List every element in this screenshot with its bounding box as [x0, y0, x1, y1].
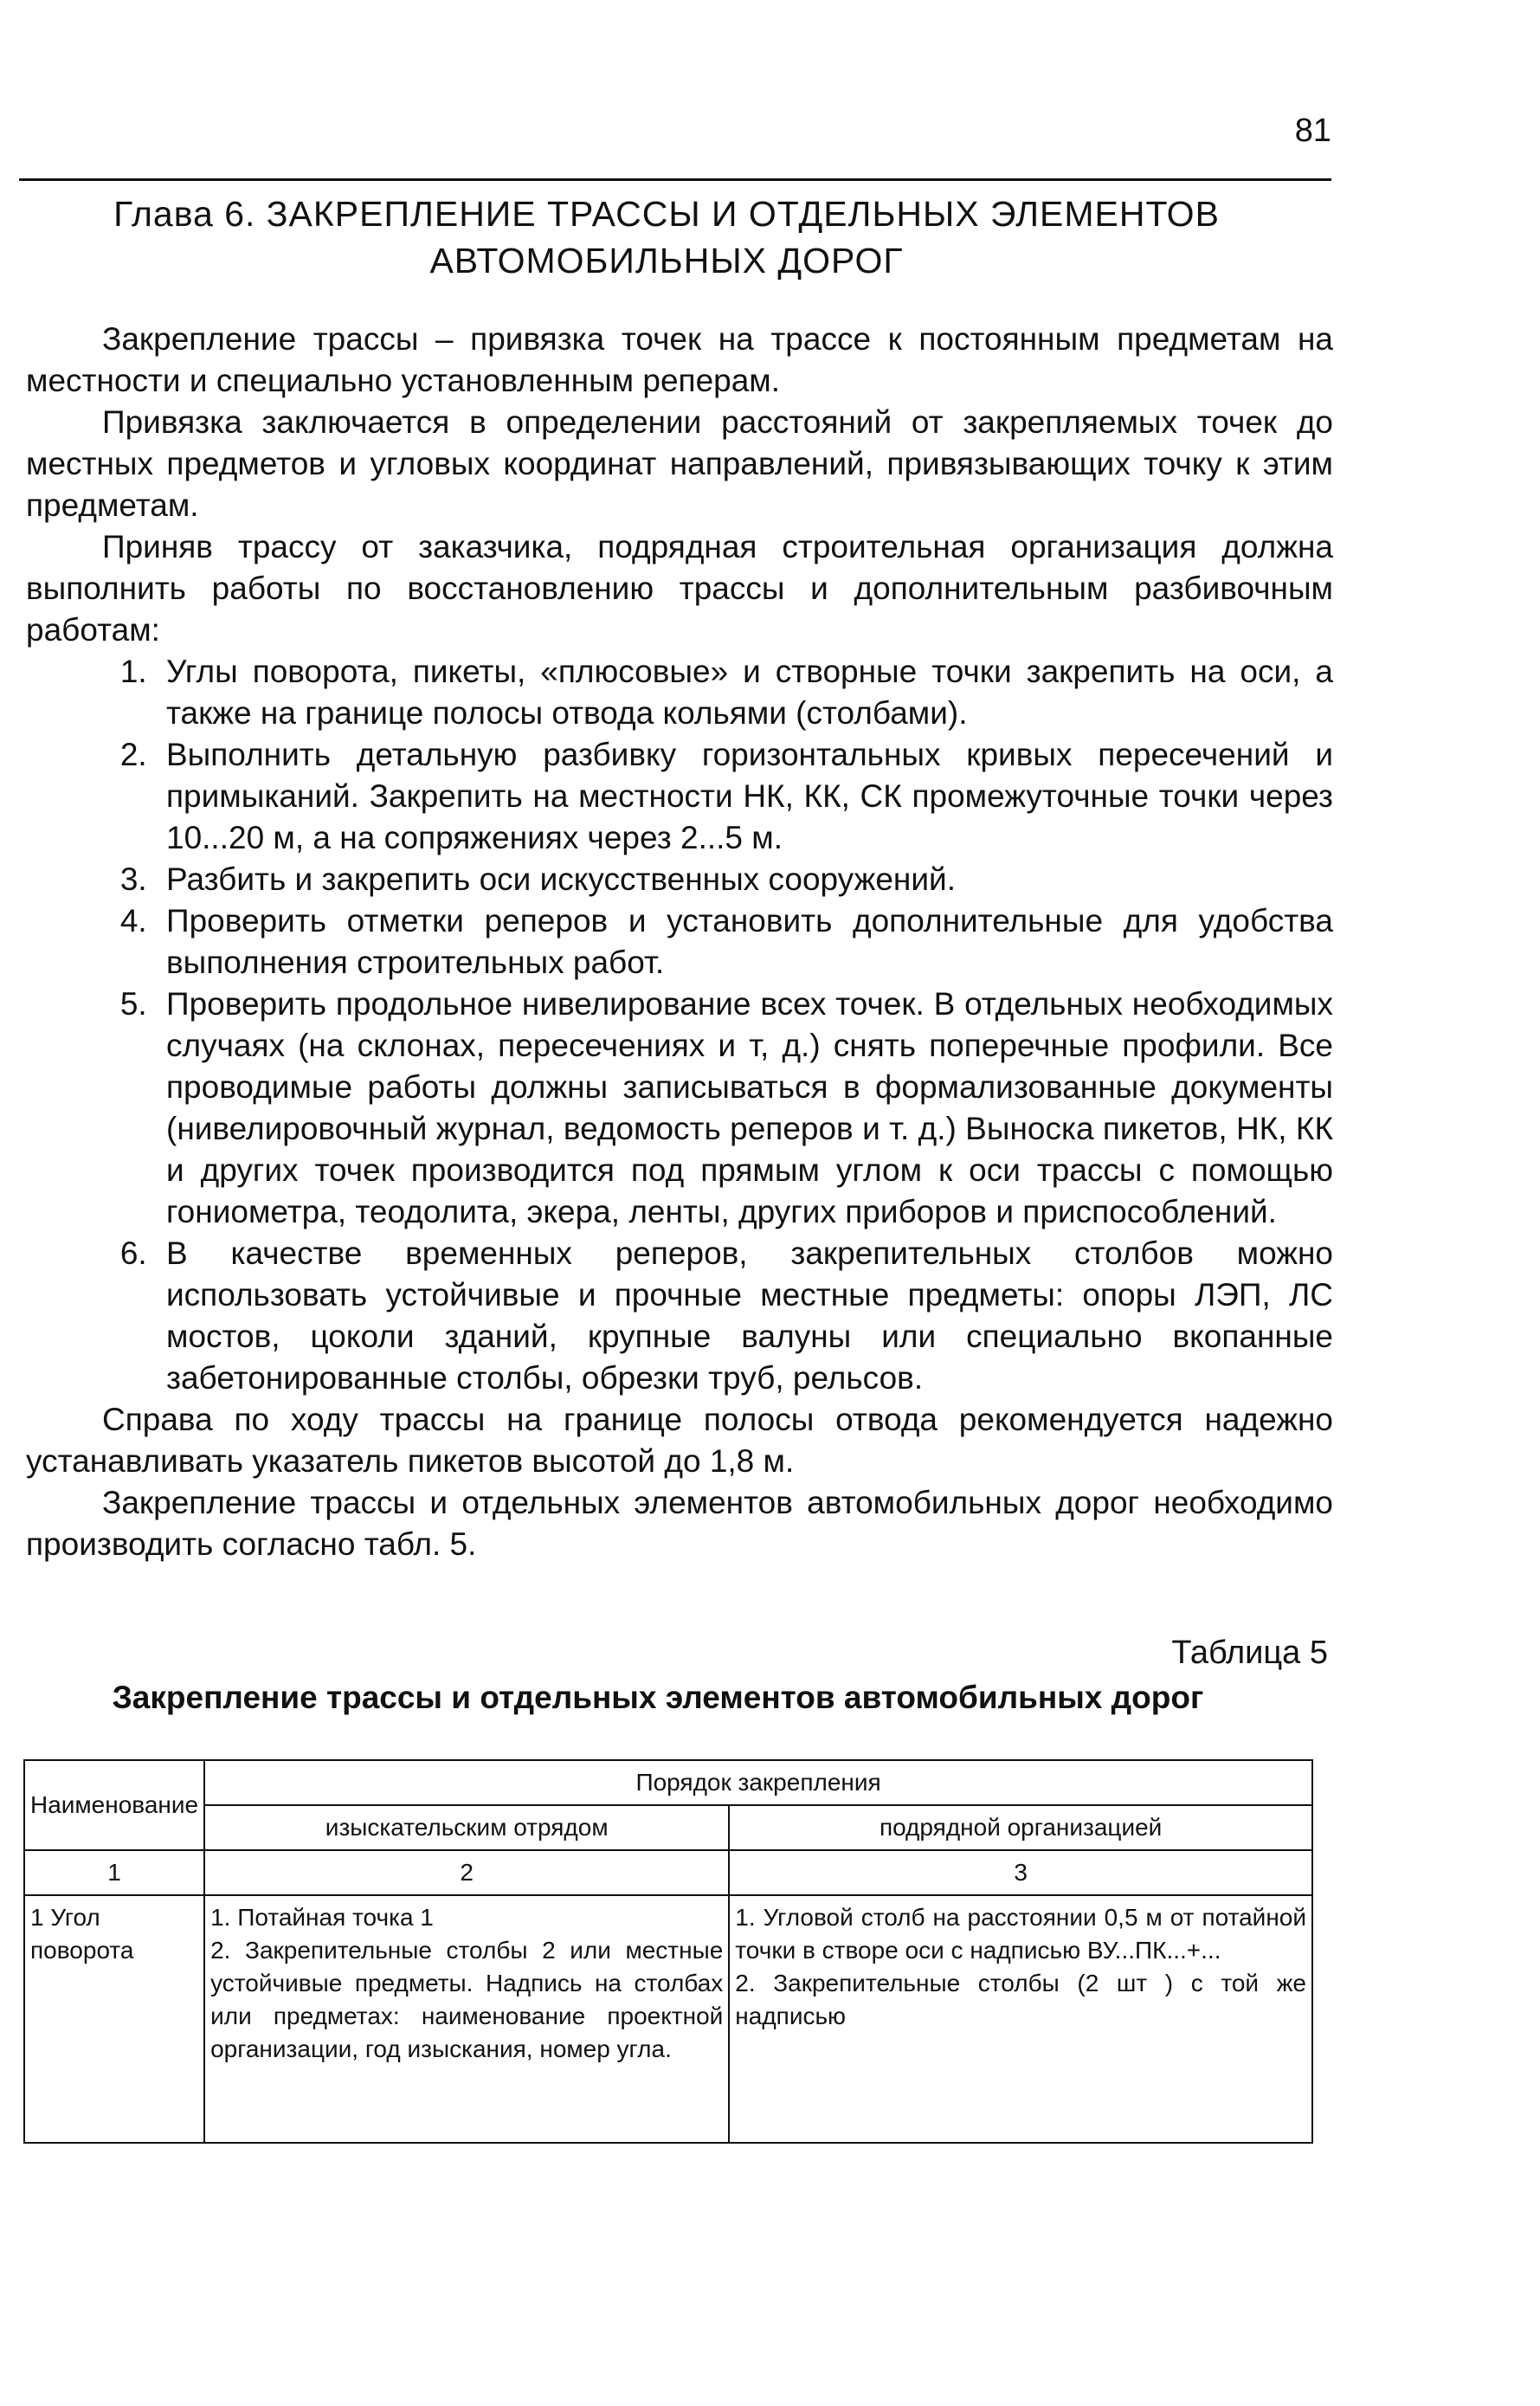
column-number-cell: 1 [24, 1850, 204, 1895]
page-number: 81 [1294, 113, 1331, 149]
work-list-item: 1. Углы поворота, пикеты, «плюсовые» и створные точки закрепить на оси, а также на границе полосы отвода кольями (столбами). [156, 651, 1333, 734]
table-number: Таблица 5 [1171, 1635, 1328, 1671]
work-list-item: 5. Проверить продольное нивелирование всех точек. В отдельных необходимых случаях (на склонах, пересечениях и т, д.) снять поперечные профили. Все проводимые работы должны записываться в формализованные документы (нивелировочный журнал, ведомость реперов и т. д.) Выноска пикетов, НК, КК и других точек производится под прямым углом к оси трассы с помощью гониометра, теодолита, экера, ленты, других приборов и приспособлений. [156, 984, 1333, 1233]
work-list-item: 6. В качестве временных реперов, закрепительных столбов можно использовать устойчивые и прочные местные предметы: опоры ЛЭП, ЛС мостов, цоколи зданий, крупные валуны или специально вкопанные забетонированные столбы, обрезки труб, рельсов. [156, 1233, 1333, 1399]
fixing-table [23, 1759, 1313, 2144]
paragraph-contractor-duties: Приняв трассу от заказчика, подрядная строительная организация должна выполнить работы по восстановлению трассы и дополнительным разбивочным работам: [26, 529, 1333, 648]
header-contractor-cell: подрядной организацией [729, 1805, 1312, 1850]
header-survey-cell: изыскательским отрядом [204, 1805, 729, 1850]
header-name-cell: Наименование [24, 1760, 204, 1850]
column-number-cell: 3 [729, 1850, 1312, 1895]
work-list [26, 651, 1333, 1399]
paragraph-definition: Закрепление трассы – привязка точек на трассе к постоянным предметам на местности и специально установленным реперам. [26, 321, 1333, 398]
header-group-cell: Порядок закрепления [204, 1760, 1312, 1805]
work-list-item: 2. Выполнить детальную разбивку горизонтальных кривых пересечений и примыканий. Закрепить на местности НК, КК, СК промежуточные точки через 10...20 м, а на сопряжениях через 2...5 м. [156, 734, 1333, 859]
table-number-row [24, 1850, 1312, 1895]
column-number-cell: 2 [204, 1850, 729, 1895]
table-header-row [24, 1760, 1312, 1805]
header-rule [19, 178, 1331, 181]
row-name-cell: 1 Угол поворота [24, 1895, 204, 2143]
row-survey-cell: 1. Потайная точка 1 2. Закрепительные столбы 2 или местные устойчивые предметы. Надпись на столбах или предметах: наименование проектной организации, год изыскания, номер угла. [204, 1895, 729, 2143]
chapter-title [61, 190, 1273, 284]
work-list-item: 4. Проверить отметки реперов и установить дополнительные для удобства выполнения строительных работ. [156, 900, 1333, 984]
chapter-title-line-2: АВТОМОБИЛЬНЫХ ДОРОГ [429, 241, 904, 281]
chapter-title-line-1: Глава 6. ЗАКРЕПЛЕНИЕ ТРАССЫ И ОТДЕЛЬНЫХ ЭЛЕМЕНТОВ [113, 194, 1220, 234]
table-row [24, 1895, 1312, 2143]
paragraph-table-reference: Закрепление трассы и отдельных элементов автомобильных дорог необходимо производить согласно табл. 5. [26, 1485, 1333, 1562]
row-contractor-cell: 1. Угловой столб на расстоянии 0,5 м от потайной точки в створе оси с надписью ВУ...ПК...+... 2. Закрепительные столбы (2 шт ) с той же надписью [729, 1895, 1312, 2143]
paragraph-picket-marker: Справа по ходу трассы на границе полосы отвода рекомендуется надежно устанавливать указатель пикетов высотой до 1,8 м. [26, 1402, 1333, 1479]
paragraph-binding: Привязка заключается в определении расстояний от закрепляемых точек до местных предметов и угловых координат направлений, привязывающих точку к этим предметам. [26, 404, 1333, 523]
body-text [26, 319, 1333, 1565]
table-title: Закрепление трассы и отдельных элементов автомобильных дорог [112, 1680, 1204, 1715]
work-list-item: 3. Разбить и закрепить оси искусственных сооружений. [156, 859, 1333, 900]
table-subheader-row [24, 1805, 1312, 1850]
